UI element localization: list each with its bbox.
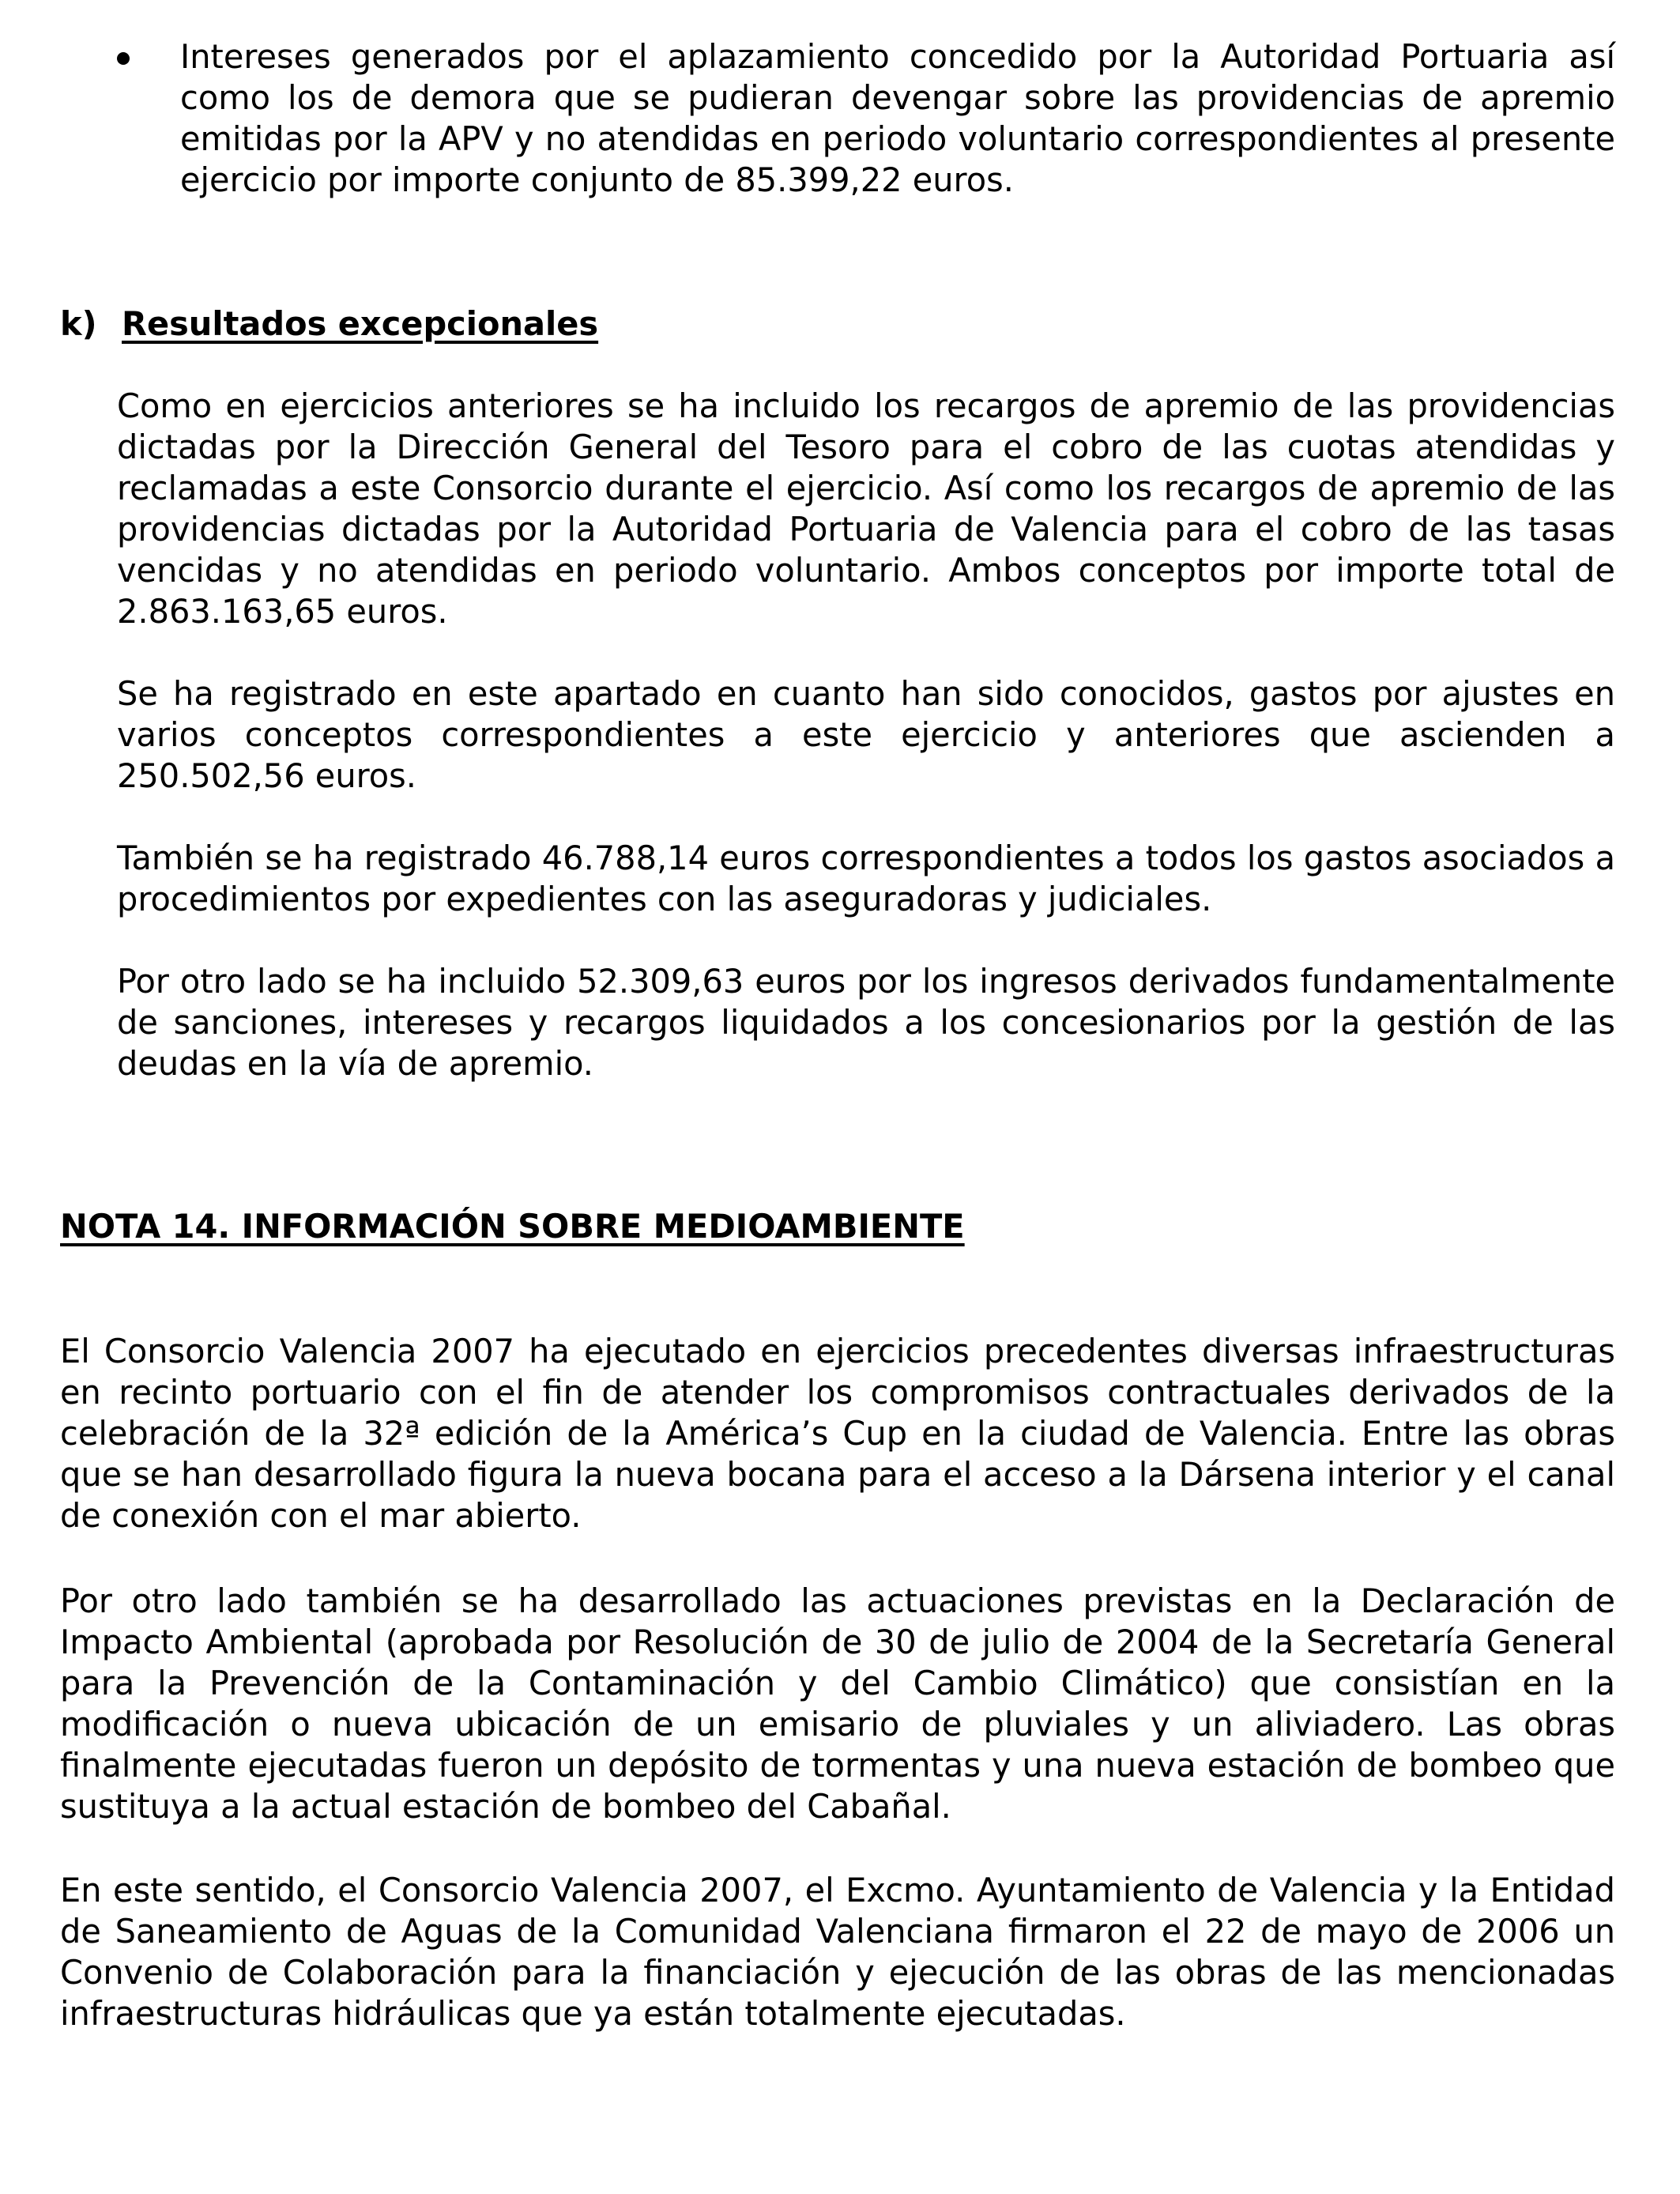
- section-k-paragraph-3: También se ha registrado 46.788,14 euros correspondientes a todos los gastos asociados a procedimientos por expedientes con las aseguradoras y judiciales.: [117, 839, 1615, 918]
- section-k-paragraph-2: Se ha registrado en este apartado en cuanto han sido conocidos, gastos por ajustes en varios conceptos correspondientes a este ejercicio y anteriores que ascienden a 250.502,56 euros.: [117, 674, 1615, 795]
- bullet-marker: [117, 52, 130, 65]
- bullet-paragraph: Intereses generados por el aplazamiento concedido por la Autoridad Portuaria así como los de demora que se pudieran devengar sobre las providencias de apremio emitidas por la APV y no atendidas en periodo voluntario correspondientes al presente ejercicio por importe conjunto de 85.399,22 euros.: [180, 37, 1615, 199]
- nota-14-title: NOTA 14. INFORMACIÓN SOBRE MEDIOAMBIENTE: [60, 1207, 965, 1246]
- nota-14-paragraph-1: El Consorcio Valencia 2007 ha ejecutado en ejercicios precedentes diversas infraestructuras en recinto portuario con el fin de atender los compromisos contractuales derivados de la celebración de la 32ª edición de la América’s Cup en la ciudad de Valencia. Entre las obras que se han desarrollado figura la nueva bocana para el acceso a la Dársena interior y el canal de conexión con el mar abierto.: [60, 1332, 1615, 1535]
- section-k-title: Resultados excepcionales: [122, 304, 599, 343]
- section-k-paragraph-4: Por otro lado se ha incluido 52.309,63 euros por los ingresos derivados fundamentalmente de sanciones, intereses y recargos liquidados a los concesionarios por la gestión de las deudas en la vía de apremio.: [117, 962, 1615, 1083]
- nota-14-paragraph-2: Por otro lado también se ha desarrollado las actuaciones previstas en la Declaración de Impacto Ambiental (aprobada por Resolución de 30 de julio de 2004 de la Secretaría General para la Prevención de la Contaminación y del Cambio Climático) que consistían en la modificación o nueva ubicación de un emisario de pluviales y un aliviadero. Las obras finalmente ejecutadas fueron un depósito de tormentas y una nueva estación de bombeo que sustituya a la actual estación de bombeo del Cabañal.: [60, 1581, 1615, 1826]
- section-k-paragraph-1: Como en ejercicios anteriores se ha incluido los recargos de apremio de las providencias dictadas por la Dirección General del Tesoro para el cobro de las cuotas atendidas y reclamadas a este Consorcio durante el ejercicio. Así como los recargos de apremio de las providencias dictadas por la Autoridad Portuaria de Valencia para el cobro de las tasas vencidas y no atendidas en periodo voluntario. Ambos conceptos por importe total de 2.863.163,65 euros.: [117, 386, 1615, 631]
- section-k-letter: k): [60, 304, 97, 343]
- nota-14-paragraph-3: En este sentido, el Consorcio Valencia 2007, el Excmo. Ayuntamiento de Valencia y la Entidad de Saneamiento de Aguas de la Comunidad Valenciana firmaron el 22 de mayo de 2006 un Convenio de Colaboración para la financiación y ejecución de las obras de las mencionadas infraestructuras hidráulicas que ya están totalmente ejecutadas.: [60, 1871, 1615, 2033]
